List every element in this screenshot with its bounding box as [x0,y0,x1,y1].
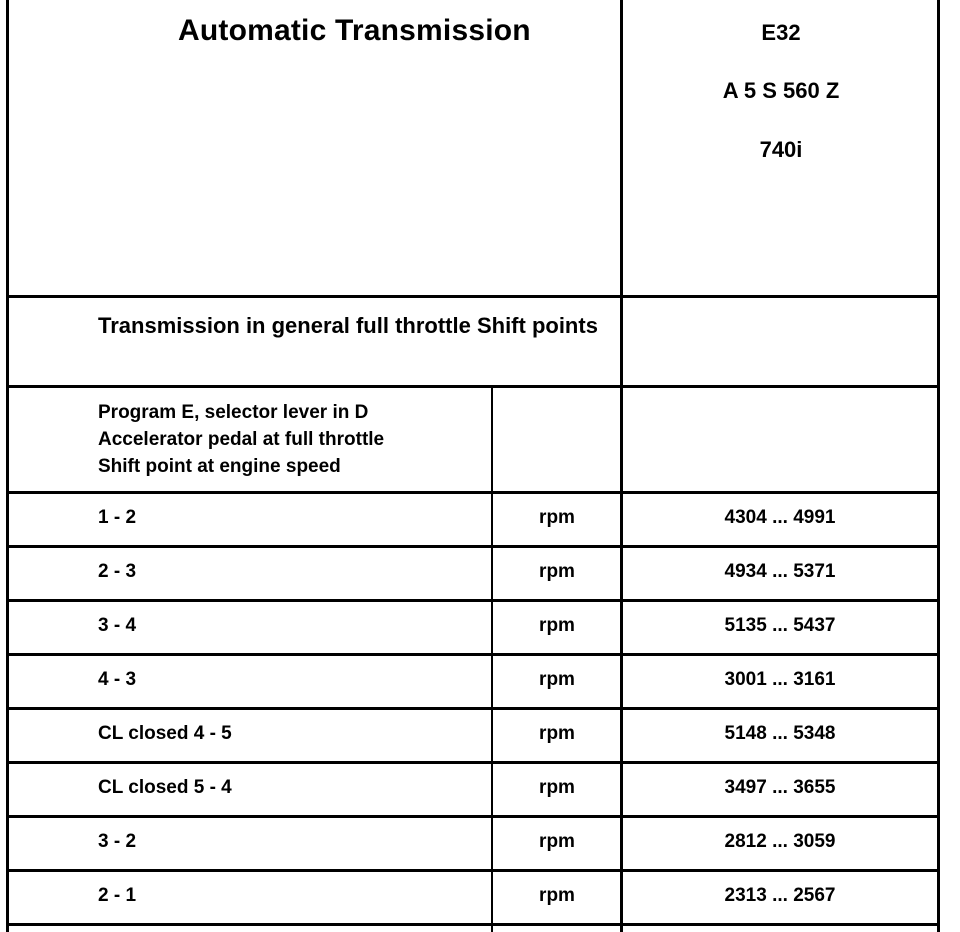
unit: rpm [539,885,575,906]
unit: rpm [539,669,575,690]
row-divider [6,295,940,298]
row-divider [6,545,940,548]
unit: rpm [539,561,575,582]
shift-label: CL closed 4 - 5 [98,723,232,744]
shift-value: 2313 ... 2567 [724,885,836,906]
condition-line: Program E, selector lever in D [98,402,369,423]
shift-value: 3001 ... 3161 [724,669,836,690]
unit: rpm [539,831,575,852]
shift-value: 5148 ... 5348 [724,723,836,744]
unit: rpm [539,723,575,744]
row-divider [6,761,940,764]
model-series: E32 [761,20,801,45]
shift-label: 3 - 4 [98,615,137,636]
model-variant: 740i [759,137,803,162]
shift-label: 4 - 3 [98,669,137,690]
row-divider [6,653,940,656]
shift-label: 2 - 1 [98,885,137,906]
row-divider [6,385,940,388]
row-divider [6,923,940,926]
row-divider [6,869,940,872]
column-divider [491,385,493,932]
condition-line: Shift point at engine speed [98,456,341,477]
shift-label: 3 - 2 [98,831,137,852]
section-title: Transmission in general full throttle Shift points [98,313,598,338]
test-conditions [98,399,384,480]
shift-value: 2812 ... 3059 [724,831,836,852]
unit: rpm [539,615,575,636]
row-divider [6,707,940,710]
transmission-type: A 5 S 560 Z [722,78,840,103]
row-divider [6,815,940,818]
unit: rpm [539,507,575,528]
row-divider [6,491,940,494]
row-divider [6,599,940,602]
shift-label: CL closed 5 - 4 [98,777,232,798]
page-title: Automatic Transmission [178,14,531,47]
shift-value: 3497 ... 3655 [724,777,836,798]
shift-label: 2 - 3 [98,561,137,582]
shift-value: 4304 ... 4991 [724,507,836,528]
unit: rpm [539,777,575,798]
shift-value: 5135 ... 5437 [724,615,836,636]
shift-label: 1 - 2 [98,507,137,528]
condition-line: Accelerator pedal at full throttle [98,429,385,450]
shift-value: 4934 ... 5371 [724,561,836,582]
